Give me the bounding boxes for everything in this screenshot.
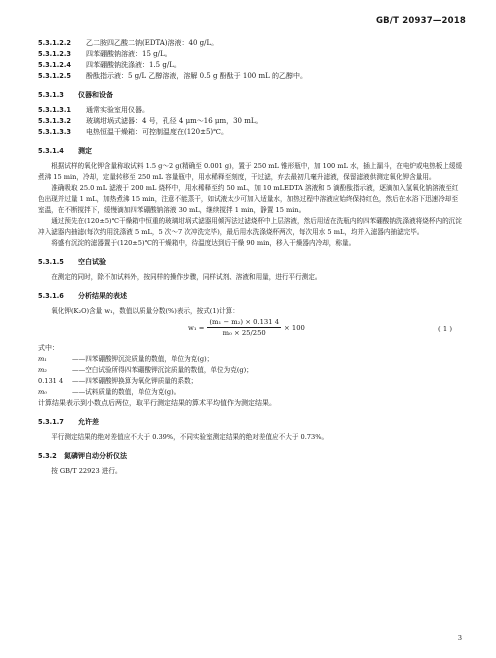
where-label <box>38 343 464 354</box>
section-heading-tolerance <box>38 417 464 428</box>
formula-multiplier: × 100 <box>284 323 305 332</box>
section-number: 5.3.1.3 <box>38 91 64 99</box>
definition-item <box>38 365 464 376</box>
definition-text: 空白试验所得四苯硼酸钾沉淀质量的数值，单位为克(g)； <box>85 366 253 374</box>
clause-text: 四苯硼酸钠溶液：15 g/L。 <box>86 50 172 58</box>
definition-symbol: m₁ <box>38 355 47 363</box>
section-heading-determination <box>38 146 464 157</box>
clause-number: 5.3.1.2.5 <box>38 72 71 80</box>
instrument-item <box>38 116 464 127</box>
determination-paragraph: 根据试样的氧化钾含量称取试料 1.5 g～2 g(精确至 0.001 g)，置于 250 mL 锥形瓶中，加 100 mL 水，插上漏斗，在电炉或电热板上缓缓煮沸 15 min，冷却，定量转移至 250 mL 容量瓶中，用水稀释至刻度，干过滤，弃去最初几毫升滤液，保留滤液供测定氧化钾含量用。 <box>38 162 463 181</box>
section-title: 测定 <box>78 147 92 155</box>
clause-number: 5.3.1.3.2 <box>38 117 71 125</box>
formula <box>188 318 305 337</box>
definition-symbol: 0.131 4 <box>38 377 64 385</box>
reagent-item <box>38 38 464 49</box>
definition-dash: —— <box>72 355 86 363</box>
section-title: 仪器和设备 <box>78 91 113 99</box>
calculation-note-text: 计算结果表示到小数点后两位，取平行测定结果的算术平均值作为测定结果。 <box>38 399 276 407</box>
section-title: 氮磷钾自动分析仪法 <box>64 452 127 460</box>
blank-test-paragraph: 在测定的同时，除不加试料外，按同样的操作步骤，同样试剂、溶液和用量，进行平行测定。 <box>51 273 322 281</box>
section-number: 5.3.1.7 <box>38 418 64 426</box>
section-title: 允许差 <box>78 418 99 426</box>
reagent-item <box>38 49 464 60</box>
clause-number: 5.3.1.3.1 <box>38 106 71 114</box>
clause-text: 酚酞指示液：5 g/L 乙醇溶液，溶解 0.5 g 酚酞于 100 mL 的乙醇中。 <box>86 72 308 80</box>
variable-definitions <box>38 354 464 398</box>
clause-text: 玻璃坩埚式滤器：4 号，孔径 4 μm～16 μm，30 mL。 <box>86 117 263 125</box>
document-body <box>38 38 464 477</box>
clause-number: 5.3.1.3.3 <box>38 128 71 136</box>
formula-block <box>38 318 464 342</box>
clause-number: 5.3.1.2.2 <box>38 39 71 47</box>
section-heading-blank-test <box>38 257 464 268</box>
formula-fraction <box>207 318 281 337</box>
auto-analyzer-paragraph: 按 GB/T 22923 进行。 <box>51 467 122 475</box>
section-number: 5.3.1.5 <box>38 258 64 266</box>
where-label-text: 式中： <box>38 344 59 352</box>
tolerance-paragraph: 平行测定结果的绝对差值应不大于 0.39%，不同实验室测定结果的绝对差值应不大于 0.73%。 <box>51 433 329 441</box>
section-title: 空白试验 <box>78 258 106 266</box>
definition-dash: —— <box>72 377 86 385</box>
definition-dash: —— <box>72 388 86 396</box>
definition-item <box>38 354 464 365</box>
section-number: 5.3.2 <box>38 452 57 460</box>
instrument-item <box>38 105 464 116</box>
definition-item <box>38 387 464 398</box>
calculation-intro: 氧化钾(K₂O)含量 w₁，数值以质量分数(%)表示，按式(1)计算： <box>51 307 239 315</box>
section-title: 分析结果的表述 <box>78 292 127 300</box>
clause-number: 5.3.1.2.4 <box>38 61 71 69</box>
section-heading-auto-analyzer <box>38 451 464 462</box>
section-number: 5.3.1.4 <box>38 147 64 155</box>
reagent-list <box>38 38 464 82</box>
section-heading-calculation <box>38 291 464 302</box>
determination-paragraph: 将盛有沉淀的滤器置于(120±5)℃的干燥箱中，待温度达到后干燥 90 min，移入干燥器内冷却，称量。 <box>51 239 356 247</box>
clause-number: 5.3.1.2.3 <box>38 50 71 58</box>
calculation-note <box>38 398 464 409</box>
section-number: 5.3.1.6 <box>38 292 64 300</box>
determination-paragraph: 通过预先在(120±5)℃干燥箱中恒重的玻璃坩埚式滤器用倾泻法过滤烧杯中上层溶液，然后用适在洗瓶内的四苯硼酸钠洗涤液将烧杯内的沉淀冲入滤器内抽滤(每次约用洗涤液 5 mL，5 次～7 次冲洗完毕)，最后用水洗涤烧杯两次，每次用水 5 mL，均并入滤器内抽滤完毕。 <box>38 217 462 236</box>
instrument-list <box>38 105 464 138</box>
definition-dash: —— <box>72 366 86 374</box>
formula-numerator: (m₁ − m₂) × 0.131 4 <box>209 318 280 326</box>
instrument-item <box>38 127 464 138</box>
definition-text: 四苯硼酸钾换算为氧化钾质量的系数； <box>85 377 198 385</box>
reagent-item <box>38 60 464 71</box>
determination-paragraph: 准确吸取 25.0 mL 滤液于 200 mL 烧杯中，用水稀释至约 50 mL，加 10 mLEDTA 溶液和 5 滴酚酞指示液，逐滴加入氢氧化钠溶液至红色出现并过量 1 mL，加热煮沸 15 min，注意不能蒸干，如试液太少可加入适量水，加热过程中溶液应始终保持红色，然后在水浴下迅速冷却至室温，在不断搅拌下，缓慢滴加四苯硼酸钠溶液 30 mL，继续搅拌 1 min，静置 15 min。 <box>38 184 459 214</box>
definition-symbol: m₀ <box>38 388 47 396</box>
section-heading-instruments <box>38 90 464 101</box>
clause-text: 通常实验室用仪器。 <box>86 106 149 114</box>
clause-text: 电热恒温干燥箱：可控制温度在(120±5)℃。 <box>86 128 228 136</box>
definition-item <box>38 376 464 387</box>
standard-code-header: GB/T 20937—2018 <box>375 16 466 26</box>
clause-text: 四苯硼酸钠洗涤液：1.5 g/L。 <box>86 61 181 69</box>
formula-lhs: w₁ = <box>188 323 205 332</box>
definition-text: 试料质量的数值，单位为克(g)。 <box>85 388 181 396</box>
definition-text: 四苯硼酸钾沉淀质量的数值，单位为克(g)； <box>85 355 214 363</box>
formula-denominator: m₀ × 25/250 <box>222 329 266 337</box>
reagent-item <box>38 71 464 82</box>
page-number: 3 <box>457 634 462 642</box>
definition-symbol: m₂ <box>38 366 47 374</box>
clause-text: 乙二胺四乙酸二钠(EDTA)溶液：40 g/L。 <box>86 39 219 47</box>
equation-number: ( 1 ) <box>438 325 452 333</box>
